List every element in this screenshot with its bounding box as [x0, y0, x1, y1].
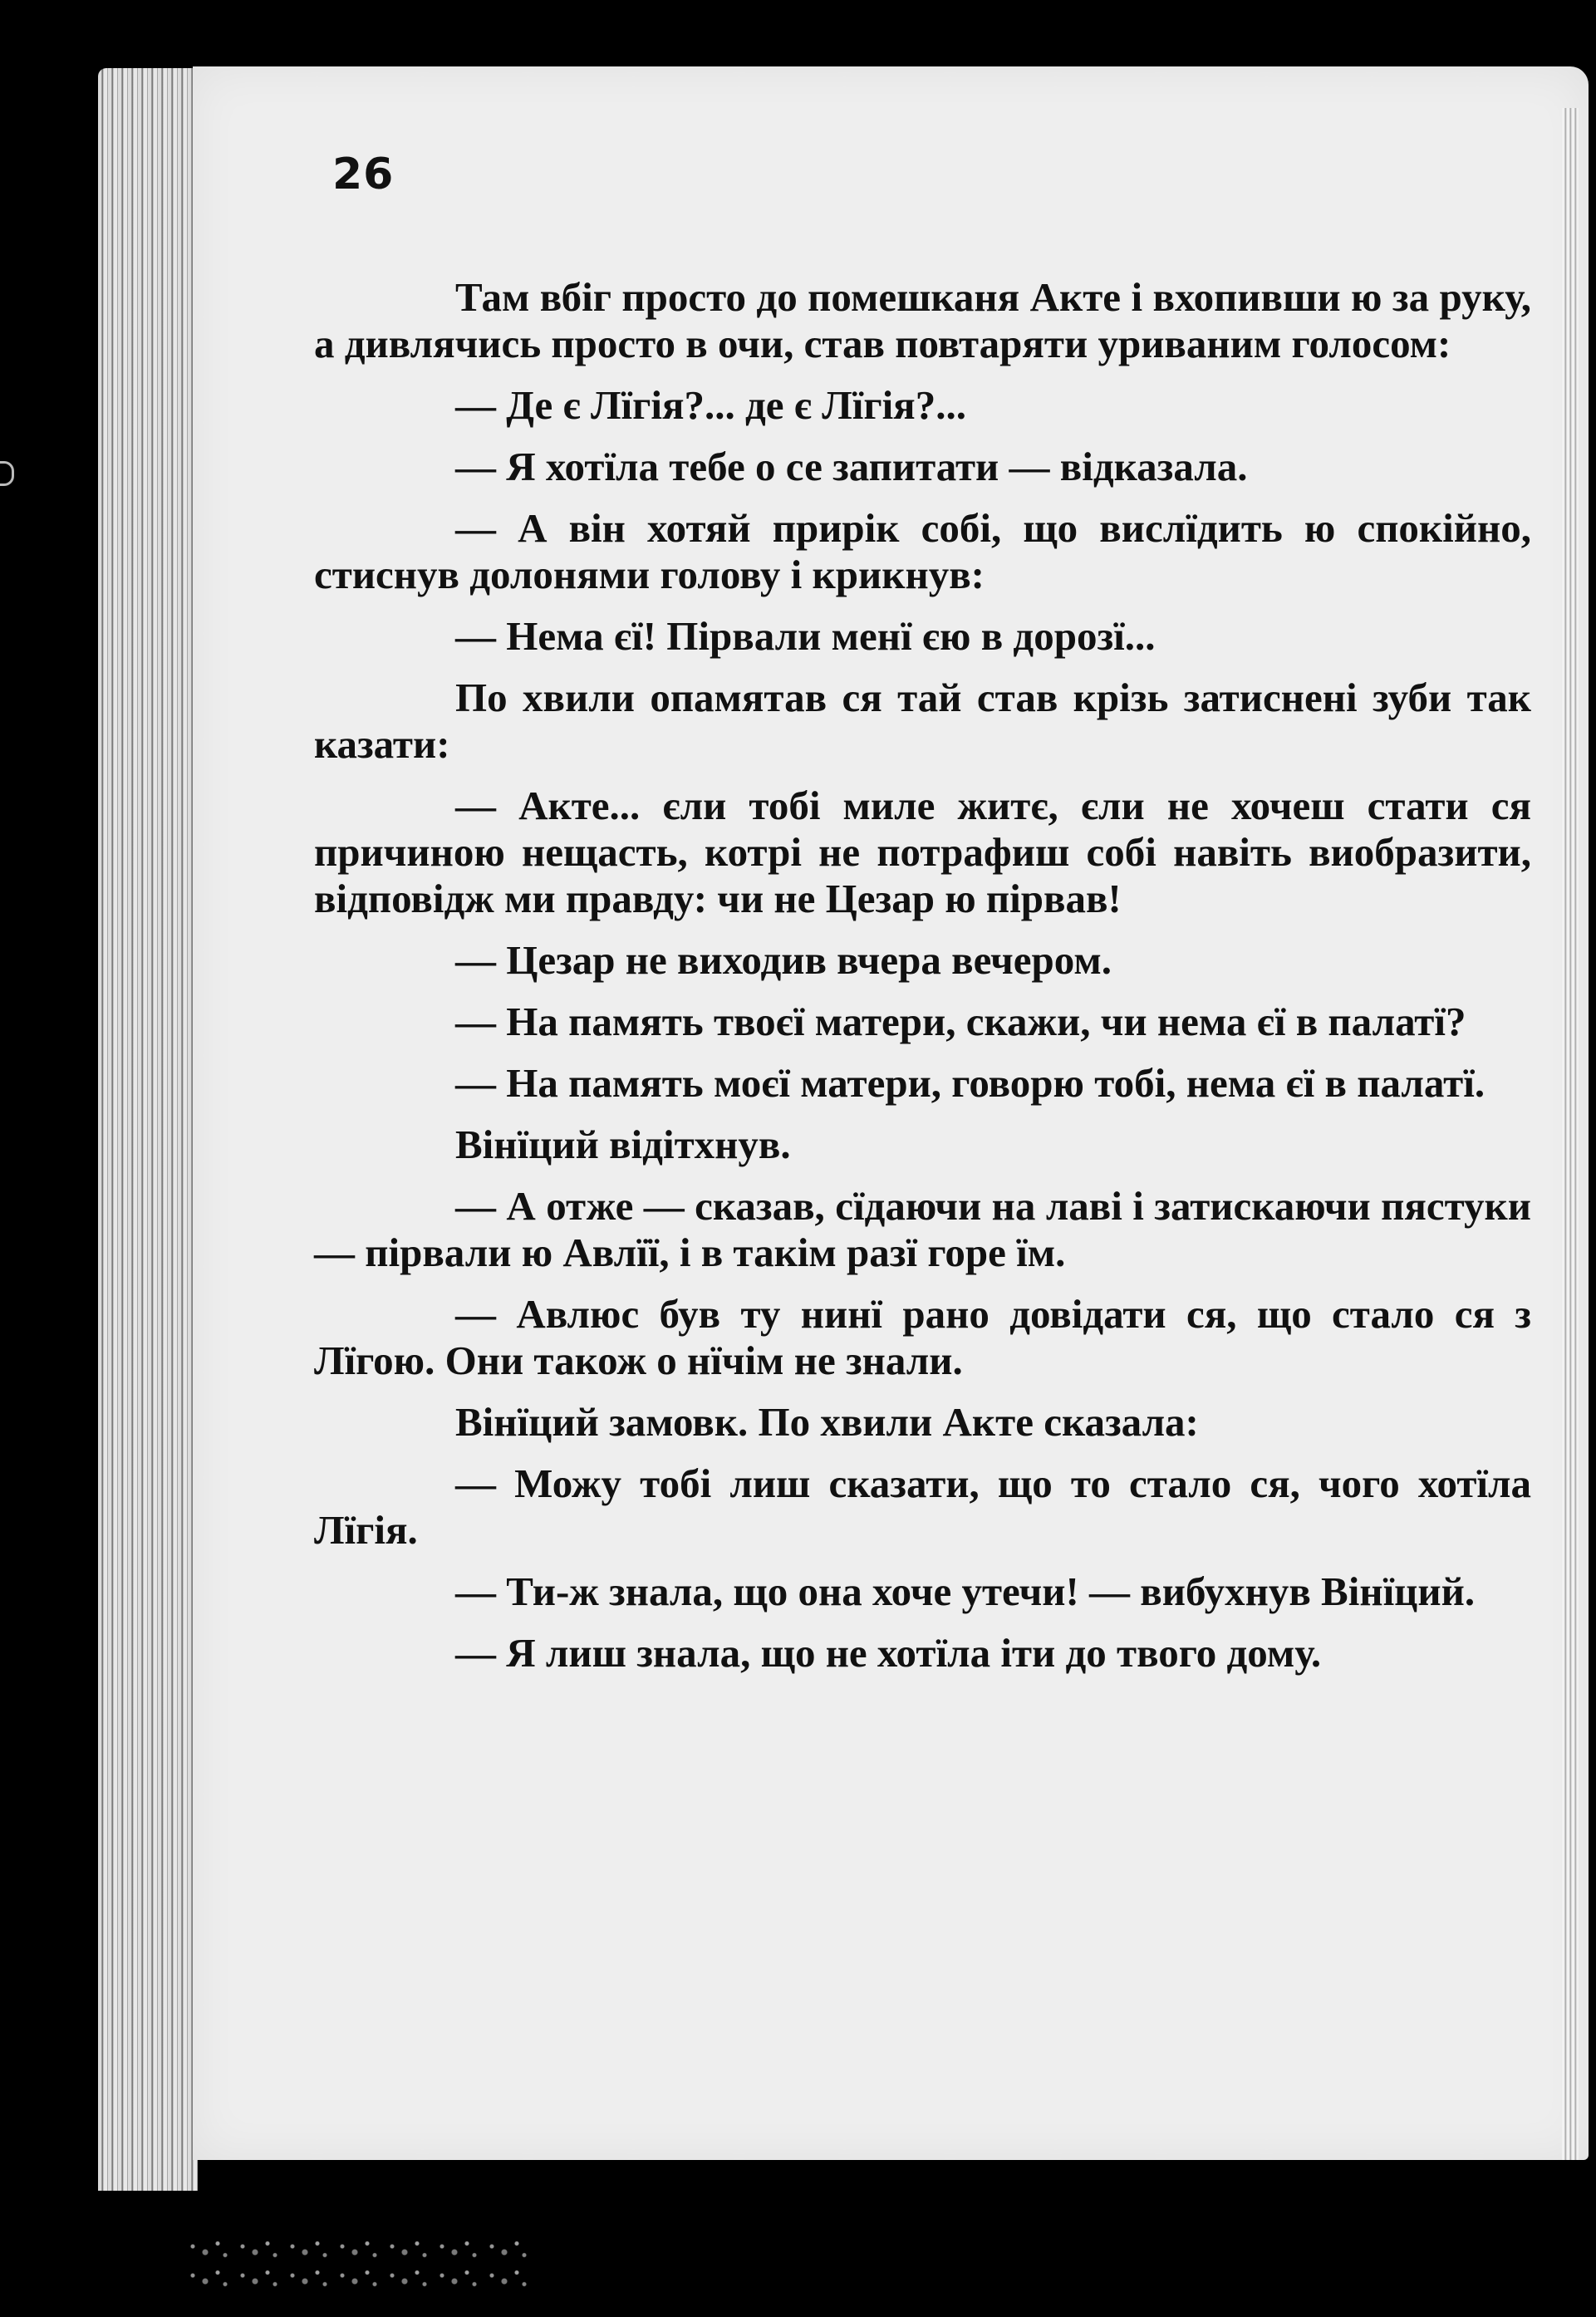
dialogue-line: — Акте... єли тобі миле житє, єли не хочеш стати ся причиною нещасть, котрі не потрафиш собі навіть виобразити, відповідж ми правду: чи не Цезар ю пірвав! — [314, 783, 1531, 921]
dialogue-line: — Де є Лїгія?... де є Лїгія?... — [455, 382, 966, 428]
dialogue-line: — Я хотїла тебе о се запитати — відказала. — [455, 444, 1248, 489]
dialogue-line: — Авлюс був ту нинї рано довідати ся, що стало ся з Лїгою. Они також о нїчім не знали. — [314, 1291, 1531, 1383]
paragraph: Там вбіг просто до помешканя Акте і вхопивши ю за руку, а дивлячись просто в очи, став повтаряти уриваним голосом: — [314, 274, 1531, 366]
page-number: 26 — [332, 150, 395, 199]
book-page-edges — [98, 68, 198, 2191]
dialogue-line: — На память моєї матери, говорю тобі, нема єї в палатї. — [455, 1060, 1486, 1106]
scan-noise — [183, 2235, 532, 2293]
paragraph: По хвили опамятав ся тай став крізь затиснені зуби так казати: — [314, 675, 1531, 767]
dialogue-line: — А отже — сказав, сїдаючи на лаві і затискаючи пястуки — пірвали ю Авлїї, і в такім разї горе їм. — [314, 1183, 1531, 1275]
dialogue-line: — А він хотяй прирік собі, що вислїдить ю спокійно, стиснув долонями голову і крикнув: — [314, 505, 1531, 597]
dialogue-line: — Я лиш знала, що не хотїла іти до твого дому. — [455, 1630, 1322, 1676]
dialogue-line: — Нема єї! Пірвали менї єю в дорозї... — [455, 613, 1156, 659]
dialogue-line: — Ти-ж знала, що она хоче утечи! — вибухнув Вінїций. — [455, 1568, 1476, 1614]
paragraph: Вінїций відітхнув. — [455, 1122, 791, 1167]
dialogue-line: — Цезар не виходив вчера вечером. — [455, 937, 1112, 983]
page-right-edge — [1562, 108, 1579, 2160]
dialogue-line: — Можу тобі лиш сказати, що то стало ся, чого хотїла Лїгія. — [314, 1460, 1531, 1553]
paragraph: Вінїций замовк. По хвили Акте сказала: — [455, 1399, 1199, 1445]
body-text — [314, 274, 1531, 1691]
dialogue-line: — На память твоєї матери, скажи, чи нема єї в палатї? — [455, 999, 1466, 1044]
